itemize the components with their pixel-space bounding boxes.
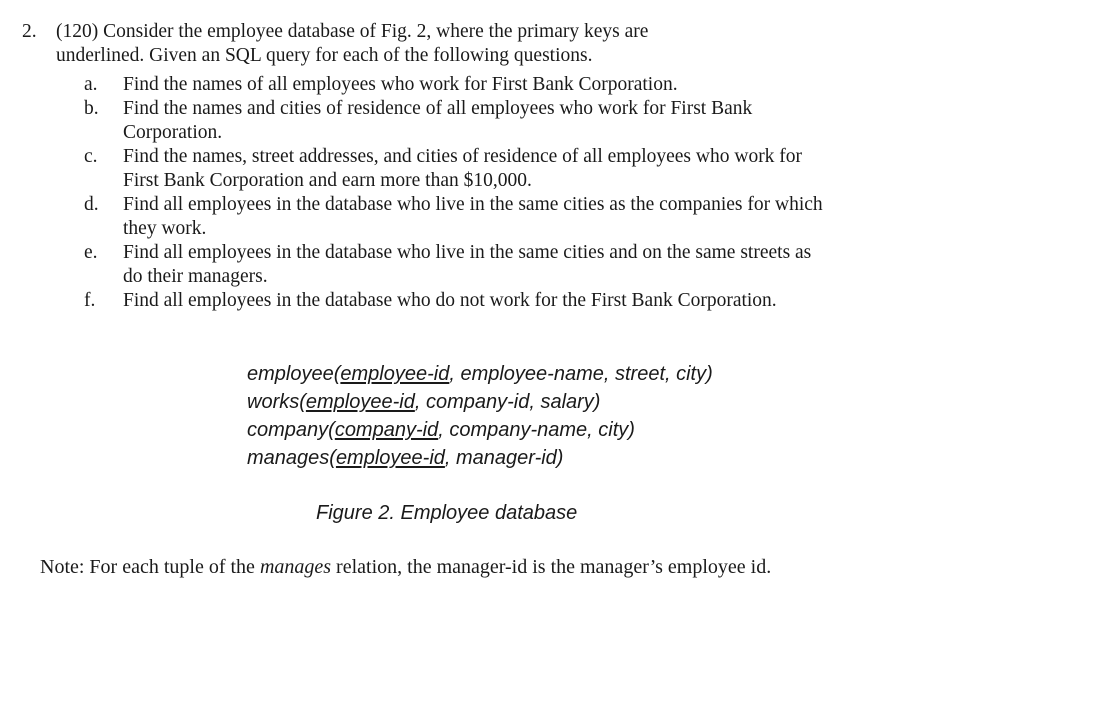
- part-f: [84, 289, 824, 313]
- part-text: Find the names of all employees who work for First Bank Corporation.: [123, 74, 678, 95]
- part-e: [84, 241, 824, 289]
- part-text: Find all employees in the database who live in the same cities as the companies for which they work.: [123, 194, 823, 239]
- primary-key: company-id: [334, 419, 439, 441]
- part-label: b.: [84, 98, 99, 119]
- schema-manages: manages(employee-id, manager-id): [247, 447, 564, 469]
- question-intro-line-1: (120) Consider the employee database of Fig. 2, where the primary keys are: [56, 21, 649, 42]
- part-b: [84, 97, 824, 145]
- primary-key: employee-id: [305, 391, 415, 413]
- question-intro-line-2: underlined. Given an SQL query for each of the following questions.: [56, 45, 593, 66]
- primary-key: employee-id: [340, 363, 450, 385]
- schema-employee: employee(employee-id, employee-name, street, city): [247, 363, 713, 385]
- part-label: e.: [84, 242, 98, 263]
- part-c: [84, 145, 824, 193]
- primary-key: employee-id: [335, 447, 445, 469]
- part-text: Find all employees in the database who live in the same cities and on the same streets as do their managers.: [123, 242, 812, 287]
- figure-caption: Figure 2. Employee database: [316, 502, 578, 524]
- part-label: f.: [84, 290, 96, 311]
- part-text: Find all employees in the database who do not work for the First Bank Corporation.: [123, 290, 777, 311]
- question-header: [22, 20, 822, 68]
- part-a: [84, 73, 824, 97]
- part-d: [84, 193, 824, 241]
- database-schema: [247, 360, 713, 472]
- note: Note: For each tuple of the manages relation, the manager-id is the manager’s employee id.: [40, 556, 772, 578]
- schema-company: company(company-id, company-name, city): [247, 419, 635, 441]
- note-emphasis: manages: [259, 556, 332, 578]
- question-number: 2.: [22, 21, 37, 42]
- part-label: a.: [84, 74, 98, 95]
- schema-works: works(employee-id, company-id, salary): [247, 391, 601, 413]
- part-text: Find the names and cities of residence of all employees who work for First Bank Corporation.: [123, 98, 753, 143]
- part-label: d.: [84, 194, 99, 215]
- part-label: c.: [84, 146, 98, 167]
- question-parts-list: [84, 73, 824, 313]
- part-text: Find the names, street addresses, and cities of residence of all employees who work for First Bank Corporation and earn more than $10,000.: [123, 146, 803, 191]
